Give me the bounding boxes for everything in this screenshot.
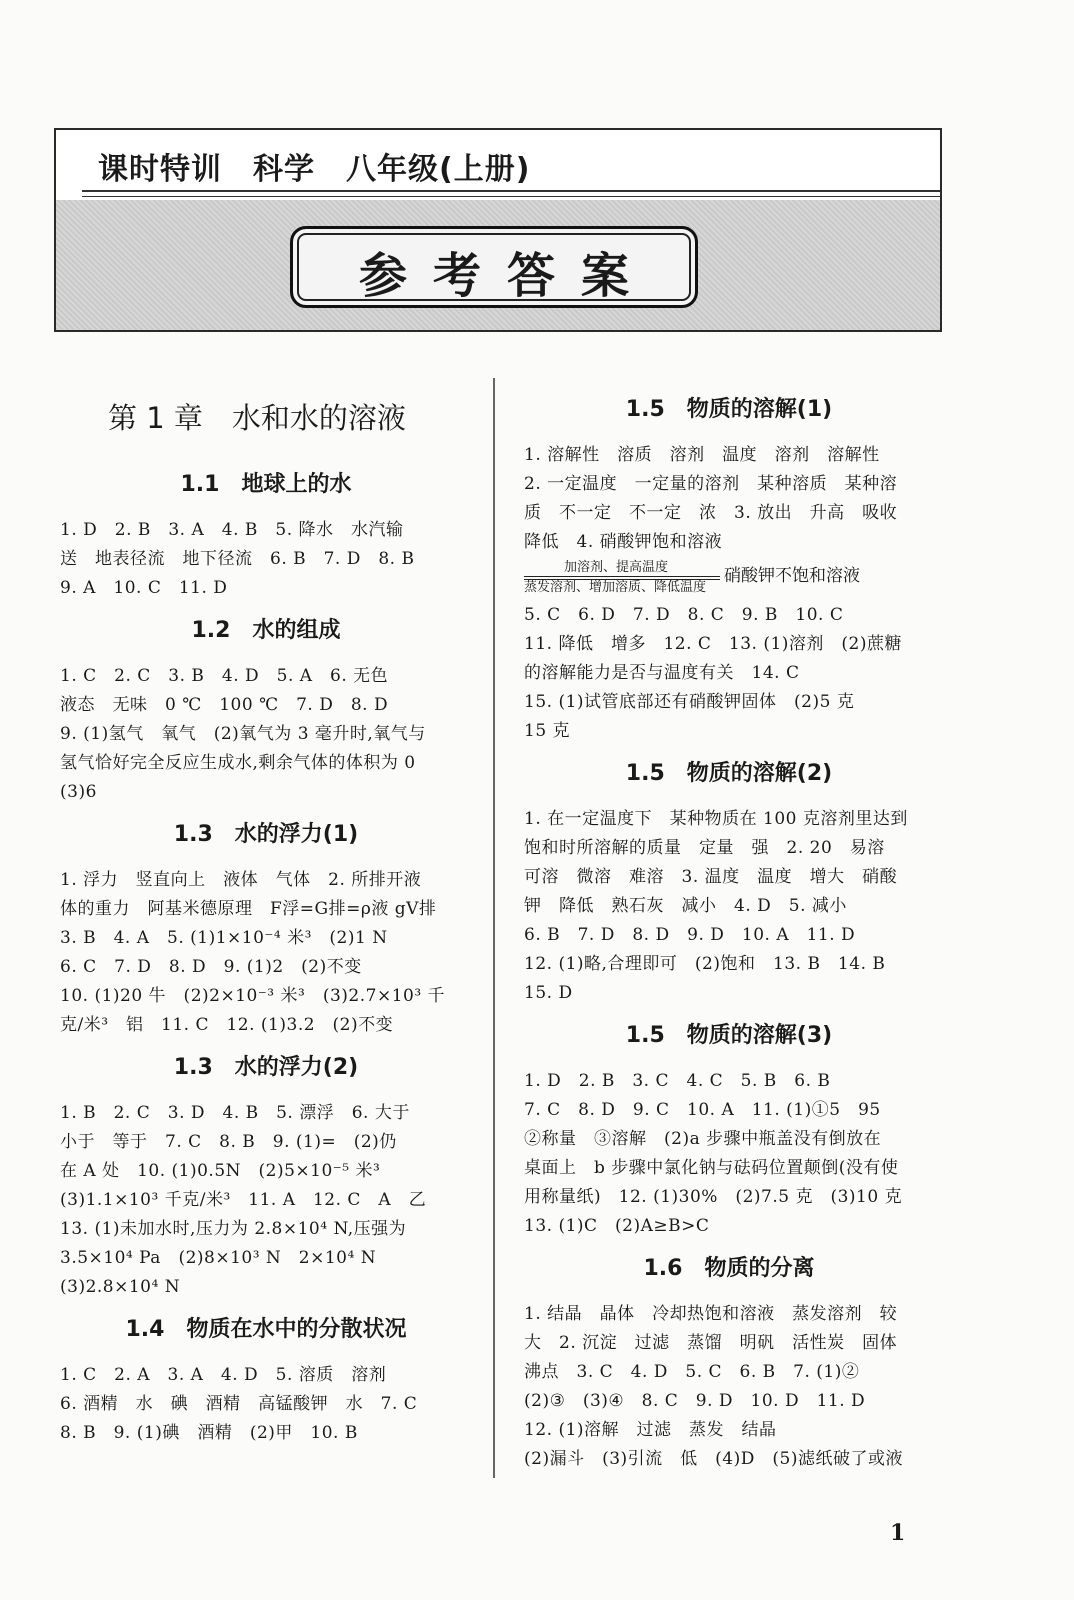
section-title: 1.4 物质在水中的分散状况	[125, 1317, 407, 1342]
section-title: 1.5 物质的溶解(2)	[625, 761, 833, 786]
banner-rule	[82, 190, 940, 192]
left-column	[60, 382, 472, 1448]
answer-line: 1. C 2. A 3. A 4. D 5. 溶质 溶剂	[60, 1365, 387, 1385]
answer-line: 15 克	[524, 721, 571, 741]
arrow-result: 硝酸钾不饱和溶液	[724, 566, 860, 586]
series-title: 课时特训 科学 八年级(上册)	[98, 152, 531, 187]
answer-line: 钾 降低 熟石灰 减小 4. D 5. 减小	[524, 896, 847, 916]
section-title: 1.2 水的组成	[191, 618, 341, 643]
answer-line: 1. 结晶 晶体 冷却热饱和溶液 蒸发溶剂 较	[524, 1304, 898, 1324]
header-banner	[54, 128, 942, 332]
answer-line: 克/米³ 铝 11. C 12. (1)3.2 (2)不变	[60, 1015, 394, 1035]
page-number: 1	[890, 1520, 906, 1546]
answer-line: (3)2.8×10⁴ N	[60, 1277, 181, 1297]
arrow-label-above: 加溶剂、提高温度	[564, 560, 669, 575]
answer-line: 液态 无味 0 ℃ 100 ℃ 7. D 8. D	[60, 695, 389, 715]
answer-line: 1. 在一定温度下 某种物质在 100 克溶剂里达到	[524, 809, 908, 829]
answer-line: 沸点 3. C 4. D 5. C 6. B 7. (1)②	[524, 1362, 860, 1382]
section-title: 1.1 地球上的水	[180, 472, 352, 497]
answer-line: 降低 4. 硝酸钾饱和溶液	[524, 532, 723, 552]
answer-line: 12. (1)略,合理即可 (2)饱和 13. B 14. B	[524, 954, 886, 974]
answer-line: (2)漏斗 (3)引流 低 (4)D (5)滤纸破了或液	[524, 1449, 903, 1469]
arrow-label-below: 蒸发溶剂、增加溶质、降低温度	[524, 580, 707, 595]
answer-line: (2)③ (3)④ 8. C 9. D 10. D 11. D	[524, 1391, 866, 1411]
arrow-line	[524, 576, 720, 577]
answer-line: 6. B 7. D 8. D 9. D 10. A 11. D	[524, 925, 856, 945]
banner-top-band	[56, 130, 940, 192]
answer-line: 送 地表径流 地下径流 6. B 7. D 8. B	[60, 549, 415, 569]
right-column	[524, 382, 934, 1474]
section-title: 1.6 物质的分离	[643, 1256, 815, 1281]
answer-line: 3.5×10⁴ Pa (2)8×10³ N 2×10⁴ N	[60, 1248, 377, 1268]
answer-line: 7. C 8. D 9. C 10. A 11. (1)①5 95	[524, 1100, 881, 1120]
section-title: 1.5 物质的溶解(3)	[625, 1023, 833, 1048]
answer-line: 大 2. 沉淀 过滤 蒸馏 明矾 活性炭 固体	[524, 1333, 898, 1353]
answer-line: 5. C 6. D 7. D 8. C 9. B 10. C	[524, 605, 844, 625]
answer-line: 用称量纸) 12. (1)30% (2)7.5 克 (3)10 克	[524, 1187, 903, 1207]
chapter-title: 第 1 章 水和水的溶液	[108, 401, 406, 435]
answer-line: 小于 等于 7. C 8. B 9. (1)= (2)仍	[60, 1132, 397, 1152]
column-divider	[493, 378, 495, 1478]
banner-rule	[82, 196, 940, 197]
answer-line: 15. (1)试管底部还有硝酸钾固体 (2)5 克	[524, 692, 855, 712]
answer-line: 9. A 10. C 11. D	[60, 578, 228, 598]
answer-title-box	[290, 226, 698, 308]
answer-line: 12. (1)溶解 过滤 蒸发 结晶	[524, 1420, 777, 1440]
answer-line: 8. B 9. (1)碘 酒精 (2)甲 10. B	[60, 1423, 358, 1443]
answer-line: 饱和时所溶解的质量 定量 强 2. 20 易溶	[524, 838, 885, 858]
answer-line: 体的重力 阿基米德原理 F浮=G排=ρ液 gV排	[60, 899, 437, 919]
answer-line: 2. 一定温度 一定量的溶剂 某种溶质 某种溶	[524, 474, 898, 494]
answer-line: (3)6	[60, 782, 97, 802]
answer-line: ②称量 ③溶解 (2)a 步骤中瓶盖没有倒放在	[524, 1129, 882, 1149]
answer-line: 的溶解能力是否与温度有关 14. C	[524, 663, 800, 683]
answer-line: 可溶 微溶 难溶 3. 温度 温度 增大 硝酸	[524, 867, 898, 887]
answer-line: 10. (1)20 牛 (2)2×10⁻³ 米³ (3)2.7×10³ 千	[60, 986, 446, 1006]
answer-line: 1. B 2. C 3. D 4. B 5. 漂浮 6. 大于	[60, 1103, 410, 1123]
section-title: 1.3 水的浮力(1)	[173, 822, 359, 847]
answer-line: 1. D 2. B 3. A 4. B 5. 降水 水汽输	[60, 520, 404, 540]
answer-line: 1. C 2. C 3. B 4. D 5. A 6. 无色	[60, 666, 389, 686]
answer-line: 15. D	[524, 983, 573, 1003]
answer-line: 13. (1)C (2)A≥B>C	[524, 1216, 710, 1236]
section-title: 1.5 物质的溶解(1)	[625, 397, 833, 422]
section-title: 1.3 水的浮力(2)	[173, 1055, 359, 1080]
answer-line: 3. B 4. A 5. (1)1×10⁻⁴ 米³ (2)1 N	[60, 928, 388, 948]
answer-line: 1. 浮力 竖直向上 液体 气体 2. 所排开液	[60, 870, 422, 890]
answer-line: 桌面上 b 步骤中氯化钠与砝码位置颠倒(没有使	[524, 1158, 899, 1178]
answer-line: 质 不一定 不一定 浓 3. 放出 升高 吸收	[524, 503, 898, 523]
answer-line: 6. 酒精 水 碘 酒精 高锰酸钾 水 7. C	[60, 1394, 418, 1414]
answer-line: 9. (1)氢气 氧气 (2)氧气为 3 毫升时,氧气与	[60, 724, 426, 744]
answer-line: 在 A 处 10. (1)0.5N (2)5×10⁻⁵ 米³	[60, 1161, 381, 1181]
answer-line: 1. 溶解性 溶质 溶剂 温度 溶剂 溶解性	[524, 445, 880, 465]
answer-line: 11. 降低 增多 12. C 13. (1)溶剂 (2)蔗糖	[524, 634, 902, 654]
answer-line: 13. (1)未加水时,压力为 2.8×10⁴ N,压强为	[60, 1219, 407, 1239]
answer-line: 氢气恰好完全反应生成水,剩余气体的体积为 0	[60, 753, 416, 773]
answer-line: 6. C 7. D 8. D 9. (1)2 (2)不变	[60, 957, 362, 977]
answer-line: (3)1.1×10³ 千克/米³ 11. A 12. C A 乙	[60, 1190, 427, 1210]
banner-title: 参考答案	[358, 248, 655, 304]
answer-line: 1. D 2. B 3. C 4. C 5. B 6. B	[524, 1071, 831, 1091]
conversion-arrow	[524, 559, 934, 599]
